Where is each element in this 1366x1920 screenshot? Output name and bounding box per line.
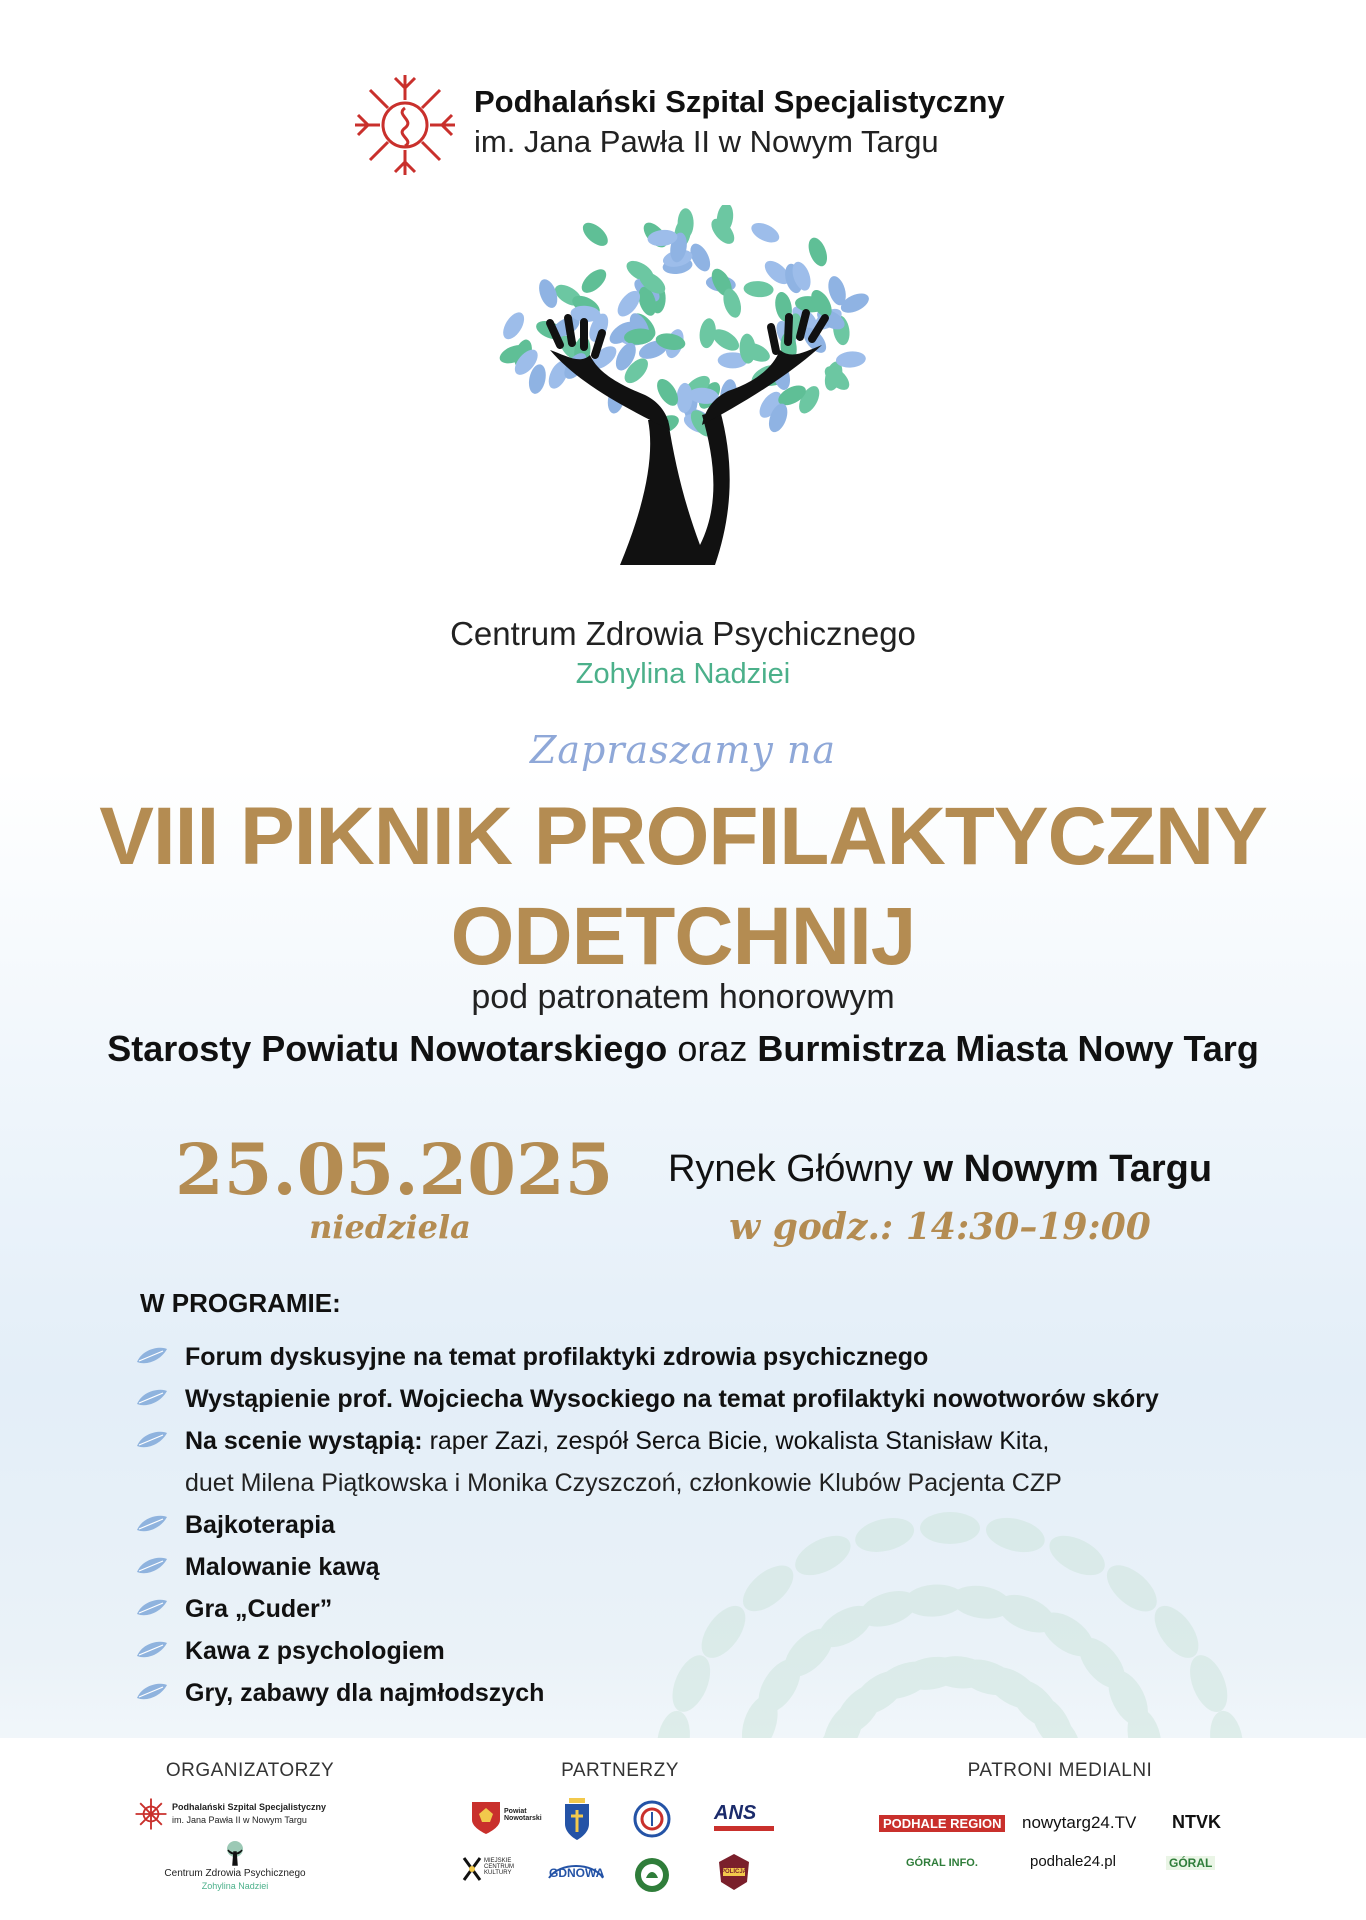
media-podhale24[interactable]: podhale24.pl [1030, 1853, 1116, 1870]
ans-underline [714, 1826, 774, 1831]
event-date: 25.05.2025 [175, 1128, 614, 1211]
coat-of-arms-icon [470, 1800, 502, 1836]
leaf-bullet-icon [135, 1598, 169, 1618]
program-item [135, 1504, 1255, 1546]
partner-powiat: Powiat Nowotarski [504, 1808, 542, 1822]
media-ntvk[interactable]: NTVK [1172, 1812, 1221, 1832]
media-patrons-label: PATRONI MEDIALNI [967, 1760, 1153, 1781]
program-item [135, 1630, 1255, 1672]
leaf-bullet-icon [135, 1682, 169, 1702]
partner-godnowa: GDNOWA [549, 1866, 605, 1880]
program-item [135, 1420, 1255, 1462]
partner-ans: ANS [714, 1802, 757, 1824]
program-item-title: Gra „Cuder” [185, 1595, 333, 1623]
event-weekday: niedziela [309, 1208, 471, 1246]
media-podhale-region[interactable]: PODHALE REGION [879, 1815, 1005, 1832]
program-list [135, 1336, 1255, 1714]
leaf-bullet-icon [135, 1346, 169, 1366]
tree-hands-icon [470, 205, 900, 605]
program-item [135, 1546, 1255, 1588]
patrons-line [0, 1028, 1366, 1070]
event-hours: w godz.: 14:30–19:00 [729, 1206, 1151, 1248]
program-item [135, 1588, 1255, 1630]
program-heading: W PROGRAMIE: [140, 1288, 341, 1318]
org-hospital-name: Podhalański Szpital Specjalistyczny [172, 1802, 327, 1812]
patron-starosta: Starosty Powiatu Nowotarskiego [107, 1028, 668, 1069]
hospital-subtitle: im. Jana Pawła II w Nowym Targu [474, 124, 939, 159]
media-nowytarg24[interactable]: nowytarg24.TV [1022, 1813, 1137, 1832]
patron-burmistrz: Burmistrza Miasta Nowy Targ [757, 1028, 1259, 1069]
green-seal-icon [633, 1856, 671, 1894]
coat-of-arms-icon [563, 1798, 591, 1842]
place-square: Rynek Główny [667, 1148, 913, 1190]
center-subtitle: Zohylina Nadziei [575, 658, 791, 690]
organizers-label: ORGANIZATORZY [165, 1760, 335, 1781]
leaf-bullet-icon [135, 1514, 169, 1534]
hospital-name: Podhalański Szpital Specjalistyczny [474, 84, 1005, 119]
hospital-emblem-icon [350, 70, 460, 180]
invite-text: Zapraszamy na [529, 728, 837, 772]
place-town: w Nowym Targu [923, 1148, 1213, 1190]
leaf-bullet-icon [135, 1640, 169, 1660]
program-item-title: Kawa z psychologiem [185, 1637, 445, 1665]
program-item-detail: raper Zazi, zespół Serca Bicie, wokalista Stanisław Kita, [422, 1427, 1050, 1455]
org-center-sub: Zohylina Nadziei [201, 1881, 269, 1891]
program-item-continuation: duet Milena Piątkowska i Monika Czyszczoń, członkowie Klubów Pacjenta CZP [185, 1469, 1062, 1497]
event-title-line1: VIII PIKNIK PROFILAKTYCZNY [99, 791, 1267, 882]
mck-icon [462, 1856, 482, 1882]
program-item-title: Malowanie kawą [185, 1553, 380, 1581]
event-title-line2: ODETCHNIJ [450, 891, 916, 982]
program-item-title: Gry, zabawy dla najmłodszych [185, 1679, 545, 1707]
patronage-label: pod patronatem honorowym [471, 978, 895, 1016]
leaf-bullet-icon [135, 1430, 169, 1450]
center-name: Centrum Zdrowia Psychicznego [450, 615, 916, 652]
org-hospital-sub: im. Jana Pawła II w Nowym Targu [172, 1815, 307, 1825]
media-goral-info[interactable]: GÓRAL INFO. [906, 1857, 978, 1869]
police-badge-icon [633, 1800, 671, 1838]
partners-label: PARTNERZY [561, 1760, 679, 1781]
patron-conjunction: oraz [677, 1028, 748, 1069]
program-item [135, 1336, 1255, 1378]
program-item-title: Wystąpienie prof. Wojciecha Wysockiego na temat profilaktyki nowotworów skóry [185, 1385, 1159, 1413]
program-item [135, 1378, 1255, 1420]
event-place [660, 1148, 1220, 1191]
program-item [135, 1672, 1255, 1714]
program-item-title: Na scenie wystąpią: [185, 1427, 423, 1455]
leaf-bullet-icon [135, 1388, 169, 1408]
program-item-title: Forum dyskusyjne na temat profilaktyki zdrowia psychicznego [185, 1343, 929, 1371]
partner-policja: POLICJA [721, 1869, 748, 1875]
hospital-emblem-icon [134, 1797, 168, 1831]
partner-mck: MIEJSKIE CENTRUM KULTURY [484, 1858, 514, 1876]
media-goral[interactable]: GÓRAL [1166, 1856, 1215, 1870]
program-item-title: Bajkoterapia [185, 1511, 336, 1539]
leaf-bullet-icon [135, 1556, 169, 1576]
org-center-name: Centrum Zdrowia Psychicznego [164, 1868, 306, 1879]
tree-hands-icon [222, 1840, 248, 1866]
